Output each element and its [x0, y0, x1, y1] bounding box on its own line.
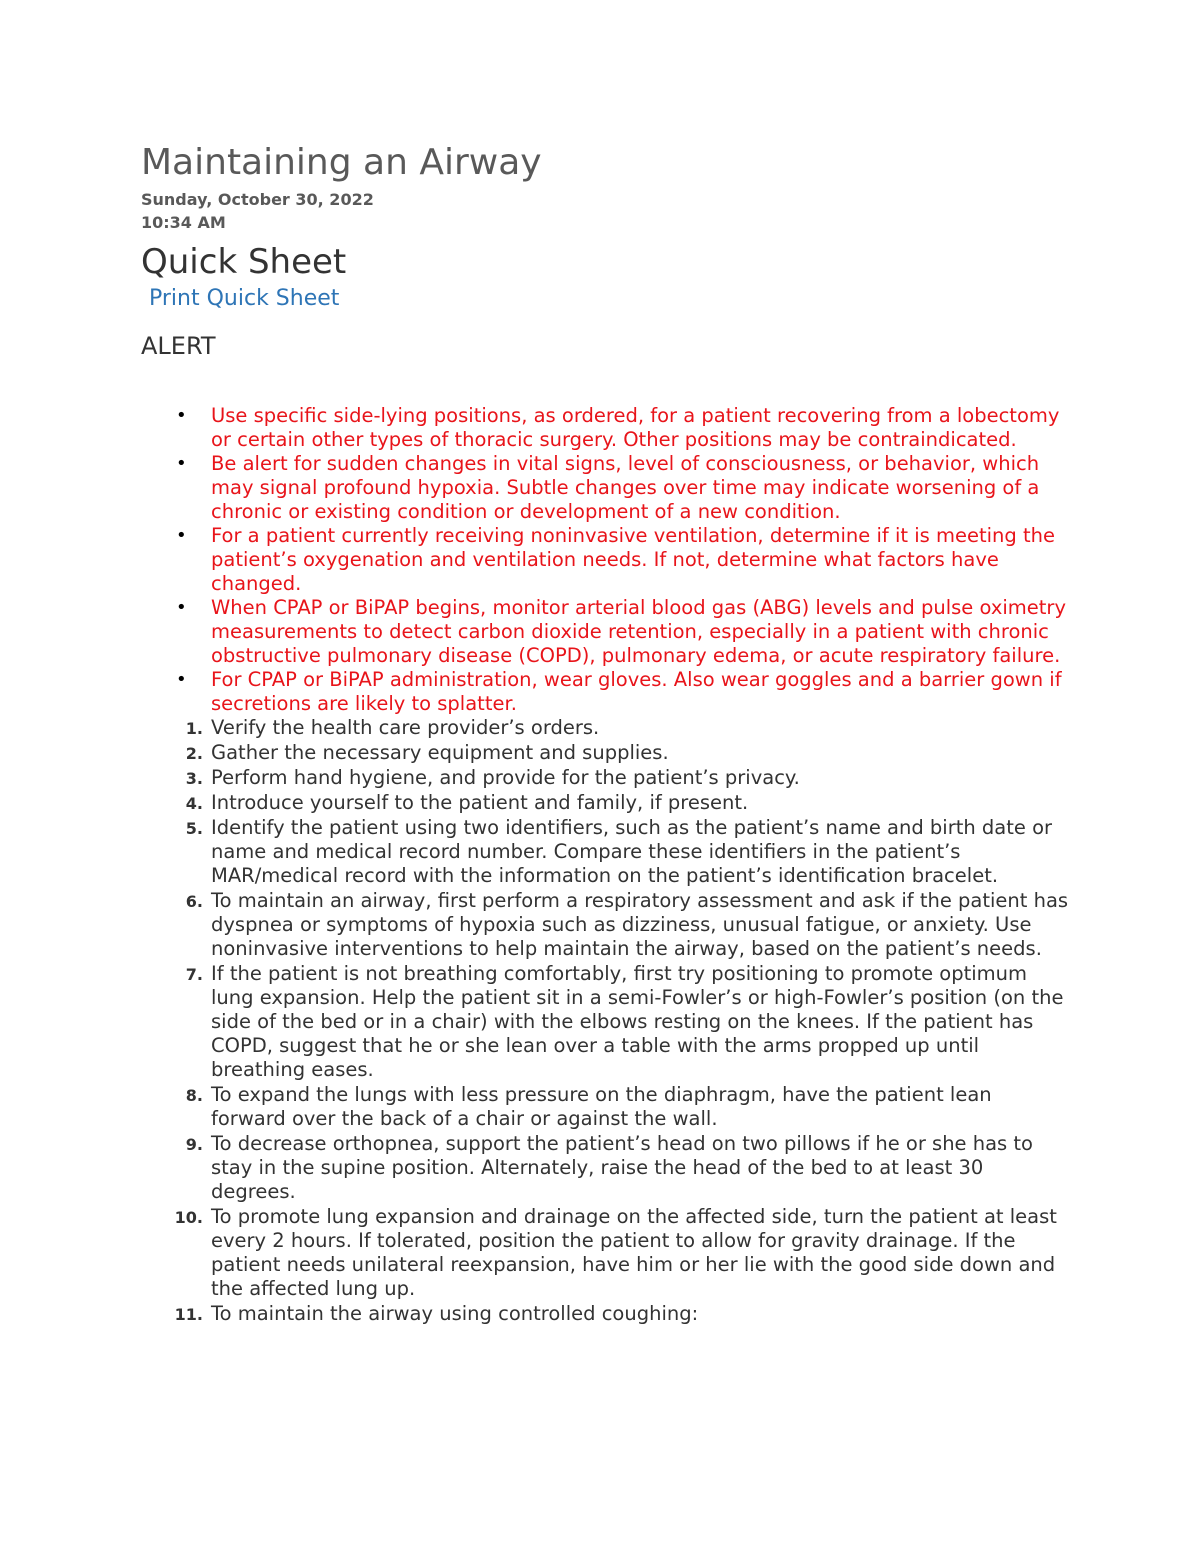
step-list	[141, 716, 1071, 1326]
page-title: Maintaining an Airway	[141, 142, 542, 183]
list-item	[141, 741, 1071, 765]
page-time: 10:34 AM	[141, 213, 226, 232]
alert-text: For CPAP or BiPAP administration, wear gloves. Also wear goggles and a barrier gown if secretions are likely to splatter.	[211, 668, 1062, 715]
step-number: 9.	[185, 1135, 203, 1154]
list-item	[141, 716, 1071, 740]
document-content	[141, 140, 1071, 1327]
list-item	[141, 889, 1071, 961]
alert-heading: ALERT	[141, 332, 216, 360]
step-text: To promote lung expansion and drainage on the affected side, turn the patient at least every 2 hours. If tolerated, position the patient to allow for gravity drainage. If the patient needs unilateral reexpansion, have him or her lie with the good side down and the affected lung up.	[211, 1205, 1057, 1300]
print-quick-sheet-link[interactable]: Print Quick Sheet	[149, 286, 340, 311]
step-number: 6.	[185, 892, 203, 911]
list-item	[141, 1205, 1071, 1301]
bullet-icon: •	[176, 405, 187, 426]
list-item	[141, 452, 1071, 524]
step-text: To maintain the airway using controlled coughing:	[211, 1302, 699, 1325]
alert-text: For a patient currently receiving noninvasive ventilation, determine if it is meeting the patient’s oxygenation and ventilation needs. If not, determine what factors have changed.	[211, 524, 1055, 595]
step-text: Gather the necessary equipment and supplies.	[211, 741, 669, 764]
list-item	[141, 1302, 1071, 1326]
step-number: 1.	[185, 719, 203, 738]
list-item	[141, 1132, 1071, 1204]
list-item	[141, 404, 1071, 452]
list-item	[141, 668, 1071, 716]
alert-list	[141, 404, 1071, 716]
step-text: To decrease orthopnea, support the patient’s head on two pillows if he or she has to stay in the supine position. Alternately, raise the head of the bed to at least 30 degrees.	[211, 1132, 1033, 1203]
list-item	[141, 596, 1071, 668]
bullet-icon: •	[176, 669, 187, 690]
step-number: 10.	[174, 1208, 203, 1227]
alert-text: Be alert for sudden changes in vital signs, level of consciousness, or behavior, which may signal profound hypoxia. Subtle changes over time may indicate worsening of a chronic or existing condition or development of a new condition.	[211, 452, 1040, 523]
step-text: If the patient is not breathing comfortably, first try positioning to promote optimum lung expansion. Help the patient sit in a semi-Fowler’s or high-Fowler’s position (on the side of the bed or in a chair) with the elbows resting on the knees. If the patient has COPD, suggest that he or she lean over a table with the arms propped up until breathing eases.	[211, 962, 1064, 1081]
section-title: Quick Sheet	[141, 242, 347, 282]
alert-text: When CPAP or BiPAP begins, monitor arterial blood gas (ABG) levels and pulse oximetry measurements to detect carbon dioxide retention, especially in a patient with chronic obstructive pulmonary disease (COPD), pulmonary edema, or acute respiratory failure.	[211, 596, 1066, 667]
list-item	[141, 1083, 1071, 1131]
step-number: 5.	[185, 819, 203, 838]
step-text: To expand the lungs with less pressure on the diaphragm, have the patient lean forward over the back of a chair or against the wall.	[211, 1083, 992, 1130]
step-number: 3.	[185, 769, 203, 788]
bullet-icon: •	[176, 453, 187, 474]
bullet-icon: •	[176, 525, 187, 546]
list-item	[141, 524, 1071, 596]
step-number: 11.	[174, 1305, 203, 1324]
step-number: 8.	[185, 1086, 203, 1105]
step-number: 2.	[185, 744, 203, 763]
page-date: Sunday, October 30, 2022	[141, 190, 374, 209]
step-number: 4.	[185, 794, 203, 813]
alert-text: Use specific side-lying positions, as ordered, for a patient recovering from a lobectomy or certain other types of thoracic surgery. Other positions may be contraindicated.	[211, 404, 1060, 451]
list-item	[141, 962, 1071, 1082]
step-text: Perform hand hygiene, and provide for the patient’s privacy.	[211, 766, 800, 789]
list-item	[141, 791, 1071, 815]
step-text: Identify the patient using two identifiers, such as the patient’s name and birth date or name and medical record number. Compare these identifiers in the patient’s MAR/medical record with the information on the patient’s identification bracelet.	[211, 816, 1053, 887]
step-number: 7.	[185, 965, 203, 984]
bullet-icon: •	[176, 597, 187, 618]
step-text: To maintain an airway, first perform a respiratory assessment and ask if the patient has dyspnea or symptoms of hypoxia such as dizziness, unusual fatigue, or anxiety. Use noninvasive interventions to help maintain the airway, based on the patient’s needs.	[211, 889, 1069, 960]
list-item	[141, 766, 1071, 790]
step-text: Verify the health care provider’s orders.	[211, 716, 600, 739]
step-text: Introduce yourself to the patient and family, if present.	[211, 791, 749, 814]
list-item	[141, 816, 1071, 888]
